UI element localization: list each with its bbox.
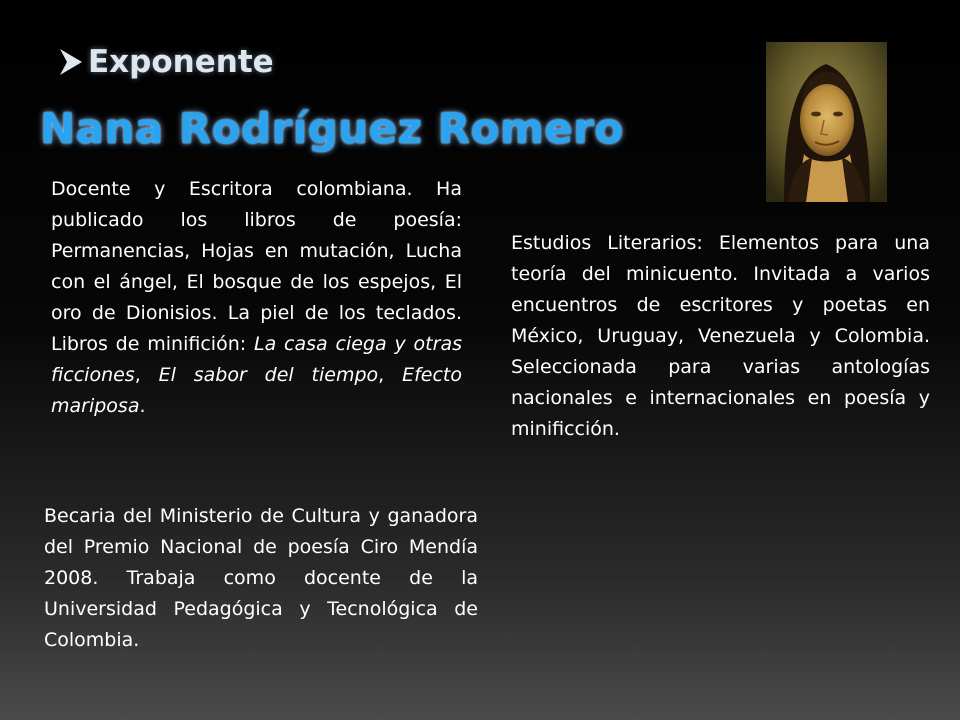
paragraph1-text: Docente y Escritora colombiana. Ha publicado los libros de poesía: Permanencias, Hojas en mutación, Lucha con el ángel, El bosque de los espejos, El oro de Dionisios. La piel de los teclados. Libros de minifición:: [51, 178, 462, 355]
book-title-2: El sabor del tiempo: [158, 364, 379, 386]
kicker-text: Exponente: [88, 44, 274, 80]
portrait-image: [766, 42, 887, 202]
paragraph-awards: Becaria del Ministerio de Cultura y ganadora del Premio Nacional de poesía Ciro Mendía 2008. Trabaja como docente de la Universidad Pedagógica y Tecnológica de Colombia.: [44, 505, 478, 651]
paragraph-studies: Estudios Literarios: Elementos para una teoría del minicuento. Invitada a varios encuentros de escritores y poetas en México, Uruguay, Venezuela y Colombia. Seleccionada para varias antologías nacionales e internacionales en poesía y minificción.: [511, 232, 930, 440]
separator-1: ,: [134, 364, 159, 386]
section-kicker: [58, 44, 274, 80]
book-title-3: Efecto mariposa: [51, 364, 462, 417]
book-title-1: La casa ciega y otras ficciones: [51, 333, 462, 386]
mona-lisa-portrait: [766, 42, 887, 202]
separator-2: ,: [378, 364, 403, 386]
paragraph-biography: [51, 174, 462, 422]
arrow-bullet-icon: [58, 47, 84, 77]
page-title: Nana Rodríguez Romero: [40, 104, 624, 153]
paragraph1-end: .: [139, 395, 146, 417]
